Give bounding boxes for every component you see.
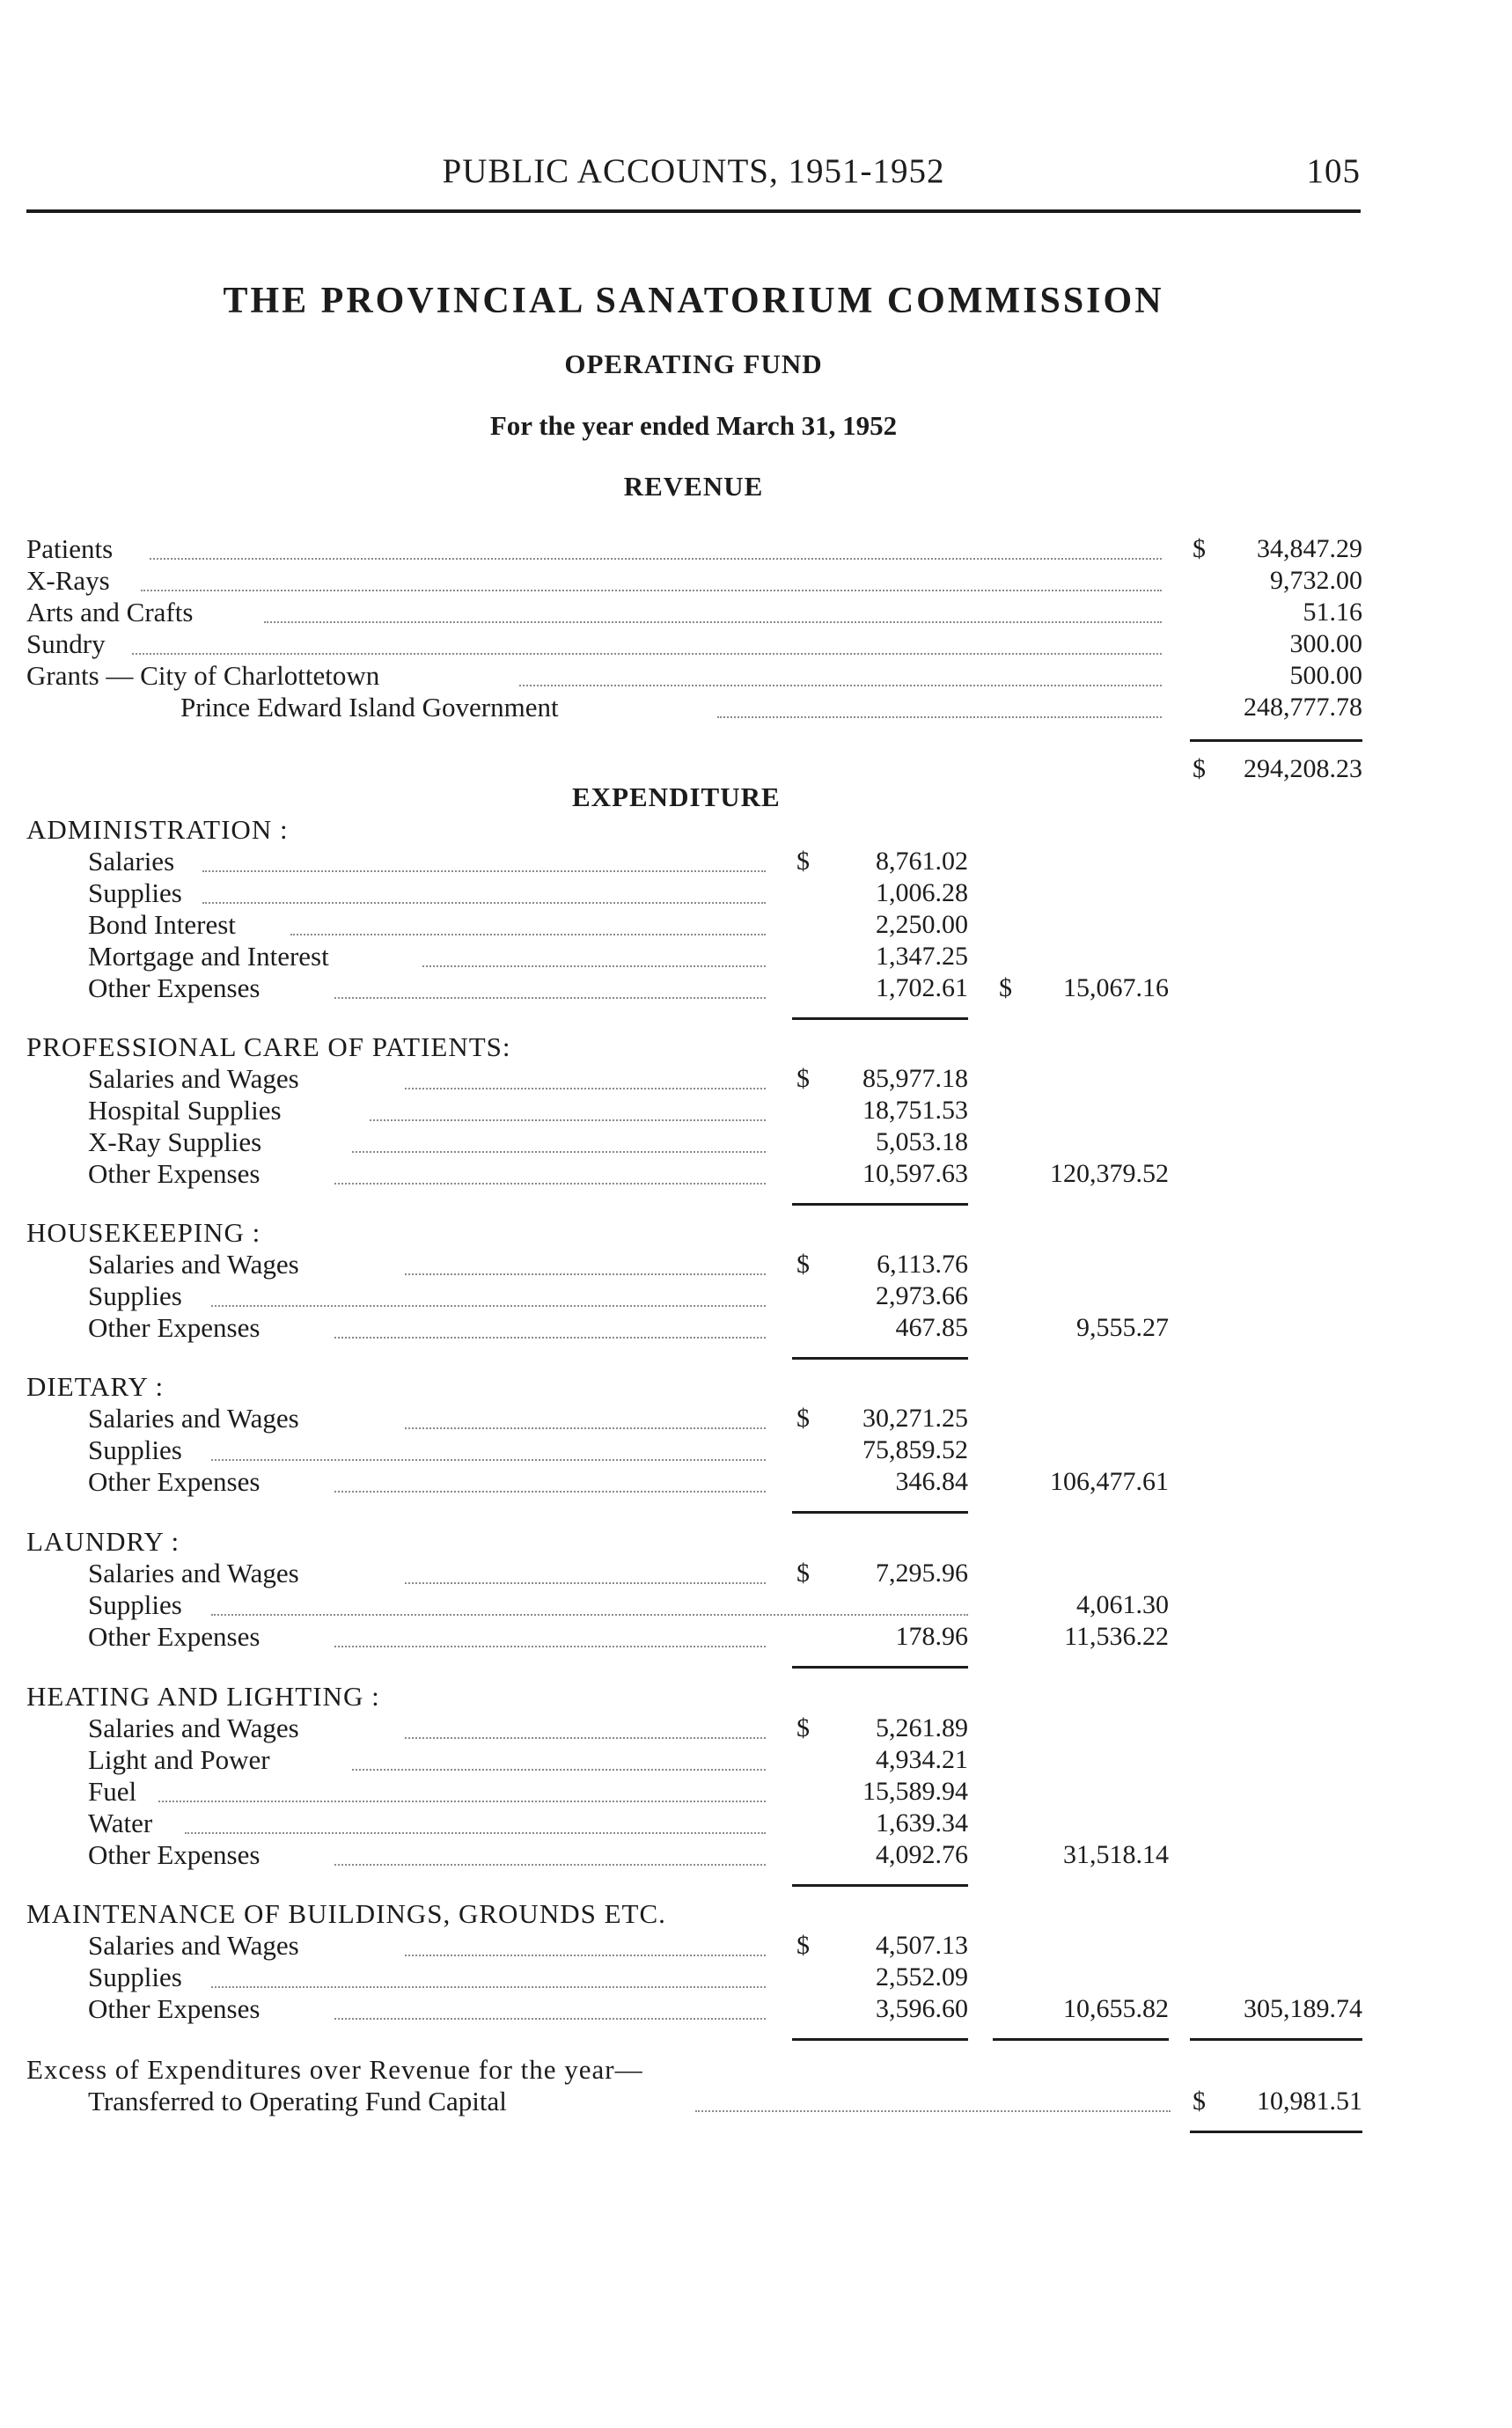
expense-label: Other Expenses <box>88 1466 265 1498</box>
leader-dots <box>202 895 766 904</box>
leader-dots <box>334 990 766 999</box>
fund-title: OPERATING FUND <box>564 348 823 379</box>
leader-dots <box>352 1144 766 1153</box>
expense-row <box>0 1403 1512 1434</box>
revenue-amount: 300.00 <box>1289 629 1362 658</box>
page-number: 105 <box>1306 152 1361 190</box>
expense-amount: 7,295.96 <box>876 1559 968 1588</box>
section-title: HEATING AND LIGHTING : <box>26 1681 380 1712</box>
expense-row <box>0 1962 1512 1993</box>
expense-label: Other Expenses <box>88 972 265 1004</box>
subtotal-rule <box>993 2038 1169 2041</box>
expense-row <box>0 1776 1512 1808</box>
dollar-sign: $ <box>796 847 810 876</box>
section-subtotal: 106,477.61 <box>1050 1467 1169 1496</box>
expense-amount: 178.96 <box>895 1622 968 1651</box>
expense-amount: 1,702.61 <box>876 973 968 1002</box>
leader-dots <box>519 678 1162 686</box>
leader-dots <box>211 1452 766 1461</box>
running-header <box>26 151 1361 201</box>
leader-dots <box>405 1081 766 1089</box>
leader-dots <box>405 1420 766 1429</box>
revenue-label: X-Rays <box>26 565 115 597</box>
dollar-sign: $ <box>796 1064 810 1093</box>
subtotal-rule <box>792 1884 968 1887</box>
expense-row <box>0 1280 1512 1312</box>
revenue-amount: 51.16 <box>1303 598 1362 627</box>
expense-label: Salaries and Wages <box>88 1930 305 1962</box>
expense-label: Other Expenses <box>88 1993 265 2025</box>
section-subtotal: 9,555.27 <box>1076 1313 1169 1342</box>
commission-title: THE PROVINCIAL SANATORIUM COMMISSION <box>223 281 1164 321</box>
expense-label: Salaries and Wages <box>88 1403 305 1434</box>
expenditure-heading: EXPENDITURE <box>572 781 781 812</box>
revenue-row <box>0 597 1512 628</box>
section-subtotal: 11,536.22 <box>1064 1622 1169 1651</box>
expense-amount: 467.85 <box>895 1313 968 1342</box>
expense-label: Other Expenses <box>88 1158 265 1190</box>
revenue-row <box>0 628 1512 660</box>
expense-row <box>0 877 1512 909</box>
leader-dots <box>264 614 1162 623</box>
leader-dots <box>405 1575 766 1584</box>
expense-row <box>0 1713 1512 1744</box>
expense-amount: 2,973.66 <box>876 1281 968 1310</box>
expense-amount: 2,250.00 <box>876 910 968 939</box>
expense-row <box>0 1434 1512 1466</box>
leader-dots <box>141 583 1162 591</box>
expense-row <box>0 1063 1512 1095</box>
section-title: ADMINISTRATION : <box>26 814 289 845</box>
subtotal-rule <box>792 1017 968 1020</box>
header-rule <box>26 209 1361 213</box>
leader-dots <box>132 646 1162 655</box>
revenue-row <box>0 565 1512 597</box>
expense-label: Supplies <box>88 1280 187 1312</box>
revenue-label: Sundry <box>26 628 111 660</box>
section-subtotal: 120,379.52 <box>1050 1159 1169 1188</box>
expense-row <box>0 1621 1512 1653</box>
expense-row <box>0 972 1512 1004</box>
section-title: LAUNDRY : <box>26 1526 180 1557</box>
expense-label: Light and Power <box>88 1744 275 1776</box>
leader-dots <box>334 2011 766 2020</box>
section-subtotal: 31,518.14 <box>1063 1840 1169 1869</box>
excess-line-1: Excess of Expenditures over Revenue for the year— <box>26 2054 643 2085</box>
leader-dots <box>405 1948 766 1956</box>
revenue-amount: 248,777.78 <box>1244 693 1362 722</box>
leader-dots <box>290 927 766 935</box>
expense-amount: 1,347.25 <box>876 942 968 971</box>
dollar-sign: $ <box>796 1250 810 1279</box>
expense-label: Salaries and Wages <box>88 1063 305 1095</box>
expense-label: Supplies <box>88 877 187 909</box>
section-title: MAINTENANCE OF BUILDINGS, GROUNDS ETC. <box>26 1898 666 1929</box>
expense-amount: 346.84 <box>895 1467 968 1496</box>
leader-dots <box>150 551 1162 560</box>
revenue-label: Arts and Crafts <box>26 597 198 628</box>
expense-row <box>0 1930 1512 1962</box>
expense-label: Bond Interest <box>88 909 241 941</box>
expense-row <box>0 1312 1512 1344</box>
expense-amount: 18,751.53 <box>862 1096 968 1125</box>
leader-dots <box>334 1330 766 1339</box>
expense-amount: 1,006.28 <box>876 878 968 907</box>
expense-label: Salaries and Wages <box>88 1713 305 1744</box>
expense-label: Supplies <box>88 1589 187 1621</box>
total-rule <box>1190 739 1362 742</box>
expense-label: Supplies <box>88 1434 187 1466</box>
expense-row <box>0 1095 1512 1126</box>
expense-amount: 4,934.21 <box>876 1745 968 1774</box>
leader-dots <box>370 1112 766 1121</box>
subtotal-rule <box>792 1357 968 1360</box>
expense-amount: 2,552.09 <box>876 1962 968 1992</box>
subtotal-rule <box>792 1666 968 1669</box>
expense-row <box>0 1158 1512 1190</box>
leader-dots <box>334 1176 766 1185</box>
revenue-total-row <box>0 753 1512 785</box>
expense-amount: 85,977.18 <box>862 1064 968 1093</box>
section-amount: 4,061.30 <box>1076 1590 1169 1619</box>
revenue-total: 294,208.23 <box>1244 754 1362 783</box>
revenue-label: Grants — City of Charlottetown <box>26 660 385 692</box>
expense-label: X-Ray Supplies <box>88 1126 267 1158</box>
section-title: PROFESSIONAL CARE OF PATIENTS: <box>26 1031 511 1062</box>
leader-dots <box>717 709 1162 718</box>
expense-label: Other Expenses <box>88 1621 265 1653</box>
leader-dots <box>352 1762 766 1771</box>
expense-amount: 8,761.02 <box>876 847 968 876</box>
section-title: DIETARY : <box>26 1371 165 1402</box>
expense-label: Water <box>88 1808 158 1839</box>
expense-row <box>0 846 1512 877</box>
revenue-row <box>0 660 1512 692</box>
revenue-heading: REVENUE <box>623 471 764 502</box>
dollar-sign: $ <box>796 1931 810 1960</box>
excess-row <box>0 2086 1512 2117</box>
section-subtotal: 10,655.82 <box>1063 1994 1169 2023</box>
expense-label: Salaries and Wages <box>88 1249 305 1280</box>
final-rule <box>1190 2131 1362 2133</box>
subtotal-rule <box>792 2038 968 2041</box>
revenue-row <box>0 692 1512 723</box>
total-rule <box>1190 2038 1362 2041</box>
expense-amount: 15,589.94 <box>862 1777 968 1806</box>
expense-row <box>0 1589 1512 1621</box>
excess-label: Transferred to Operating Fund Capital <box>88 2086 512 2117</box>
expense-label: Supplies <box>88 1962 187 1993</box>
revenue-amount: 34,847.29 <box>1257 534 1362 563</box>
leader-dots <box>158 1793 766 1802</box>
expense-label: Fuel <box>88 1776 142 1808</box>
expense-label: Hospital Supplies <box>88 1095 287 1126</box>
revenue-label: Patients <box>26 533 118 565</box>
expense-amount: 1,639.34 <box>876 1808 968 1838</box>
subtotal-rule <box>792 1511 968 1514</box>
dollar-sign: $ <box>1193 754 1206 783</box>
revenue-row <box>0 533 1512 565</box>
expense-label: Salaries and Wages <box>88 1558 305 1589</box>
leader-dots <box>405 1266 766 1275</box>
expense-amount: 5,261.89 <box>876 1713 968 1742</box>
revenue-amount: 500.00 <box>1289 661 1362 690</box>
leader-dots <box>211 1607 968 1616</box>
revenue-amount: 9,732.00 <box>1270 566 1362 595</box>
expense-row <box>0 1839 1512 1871</box>
expense-amount: 5,053.18 <box>876 1127 968 1156</box>
leader-dots <box>422 958 766 967</box>
expenditure-total: 305,189.74 <box>1244 1994 1362 2023</box>
dollar-sign: $ <box>796 1404 810 1433</box>
section-title: HOUSEKEEPING : <box>26 1217 261 1248</box>
expense-row <box>0 1126 1512 1158</box>
expense-row <box>0 909 1512 941</box>
dollar-sign: $ <box>999 973 1012 1002</box>
leader-dots <box>185 1825 766 1834</box>
dollar-sign: $ <box>1193 534 1206 563</box>
expense-row <box>0 1808 1512 1839</box>
leader-dots <box>334 1484 766 1493</box>
expense-amount: 4,507.13 <box>876 1931 968 1960</box>
running-header-title: PUBLIC ACCOUNTS, 1951-1952 <box>442 152 945 190</box>
leader-dots <box>202 863 766 872</box>
leader-dots <box>334 1857 766 1866</box>
expense-row <box>0 1993 1512 2025</box>
period-line: For the year ended March 31, 1952 <box>489 410 898 441</box>
expense-row <box>0 941 1512 972</box>
expense-row <box>0 1466 1512 1498</box>
leader-dots <box>405 1730 766 1739</box>
excess-amount: 10,981.51 <box>1257 2087 1362 2116</box>
expense-amount: 6,113.76 <box>877 1250 968 1279</box>
dollar-sign: $ <box>796 1713 810 1742</box>
dollar-sign: $ <box>796 1559 810 1588</box>
expense-amount: 30,271.25 <box>862 1404 968 1433</box>
expense-label: Salaries <box>88 846 180 877</box>
leader-dots <box>211 1979 766 1988</box>
expense-amount: 10,597.63 <box>862 1159 968 1188</box>
expense-row <box>0 1249 1512 1280</box>
revenue-label: Prince Edward Island Government <box>180 692 564 723</box>
dollar-sign: $ <box>1193 2087 1206 2116</box>
expense-label: Other Expenses <box>88 1839 265 1871</box>
expense-amount: 3,596.60 <box>876 1994 968 2023</box>
leader-dots <box>211 1298 766 1307</box>
expense-label: Other Expenses <box>88 1312 265 1344</box>
section-subtotal: 15,067.16 <box>1063 973 1169 1002</box>
expense-amount: 75,859.52 <box>862 1435 968 1464</box>
expense-amount: 4,092.76 <box>876 1840 968 1869</box>
expense-row <box>0 1558 1512 1589</box>
expense-row <box>0 1744 1512 1776</box>
subtotal-rule <box>792 1203 968 1206</box>
leader-dots <box>334 1639 766 1647</box>
expense-label: Mortgage and Interest <box>88 941 334 972</box>
leader-dots <box>695 2103 1171 2112</box>
